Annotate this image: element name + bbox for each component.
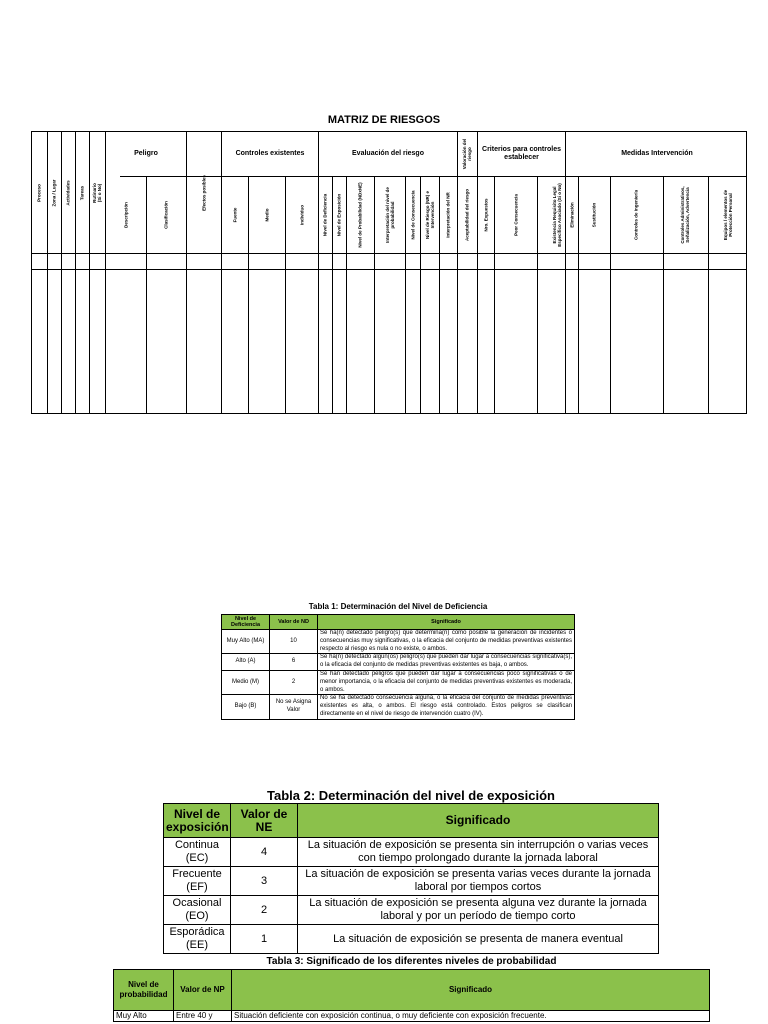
table2-value: 1 xyxy=(231,925,298,954)
col-tareas: Tareas xyxy=(79,185,85,201)
col-eliminacion: Eliminación xyxy=(569,202,575,228)
table2-level: Esporádica (EE) xyxy=(164,925,231,954)
table-row xyxy=(222,695,575,719)
col-nivel-riesgo: Nivel de Riesgo (NR) e Intervención xyxy=(425,191,435,240)
group-medidas: Medidas Intervención xyxy=(621,150,693,157)
table2-value: 3 xyxy=(231,867,298,896)
table1-meaning: No se ha detectado consecuencia alguna, o la eficacia del conjunto de medidas preventivas existentes es alta, o ambos. El riesgo está controlado. Estos peligros se clasifican directamente en el nivel de riesgo de intervención cuatro (IV). xyxy=(318,695,575,719)
col-efectos-posibles: Efectos posibles xyxy=(201,175,207,211)
table2-level: Ocasional (EO) xyxy=(164,896,231,925)
table2-header: Nivel de exposición xyxy=(164,804,231,838)
blank-row-line xyxy=(32,269,746,270)
table1-header: Nivel de Deficiencia xyxy=(222,615,270,630)
risk-matrix xyxy=(31,131,747,414)
table2-meaning: La situación de exposición se presenta sin interrupción o varias veces con tiempo prolongado durante la jornada laboral xyxy=(298,838,659,867)
table3-header: Nivel de probabilidad xyxy=(114,970,174,1011)
col-zona-lugar: Zona / Lugar xyxy=(51,179,57,207)
table-row xyxy=(222,630,575,654)
col-actividades: Actividades xyxy=(65,180,71,206)
col-nivel-exposicion: Nivel de Exposición xyxy=(336,193,342,237)
table-row xyxy=(164,838,659,867)
col-medio: Medio xyxy=(264,208,270,222)
table2-meaning: La situación de exposición se presenta varias veces durante la jornada laboral por tiempos cortos xyxy=(298,867,659,896)
table2-meaning: La situación de exposición se presenta de manera eventual xyxy=(298,925,659,954)
table3-caption: Tabla 3: Significado de los diferentes niveles de probabilidad xyxy=(266,956,557,967)
col-clasificacion: Clasificación xyxy=(163,201,169,229)
table1-meaning: Se ha(n) detectado peligro(s) que determina(n) como posible la generación de incidentes o consecuencias muy significativas, o la eficacia del conjunto de medidas preventivas existentes respecto al riesgo es nula o no existe, o ambos. xyxy=(318,630,575,654)
table3-meaning: Situación deficiente con exposición continua, o muy deficiente con exposición frecuente. xyxy=(232,1011,710,1022)
table3-level: Muy Alto xyxy=(114,1011,174,1022)
group-peligro: Peligro xyxy=(134,150,158,157)
table-row xyxy=(114,1011,710,1022)
table-row xyxy=(222,670,575,694)
col-proceso: Proceso xyxy=(36,184,42,202)
table-row xyxy=(222,654,575,671)
group-controles-existentes: Controles existentes xyxy=(235,150,305,157)
table2-value: 4 xyxy=(231,838,298,867)
col-nivel-probabilidad: Nivel de Probabilidad (NDxNE) xyxy=(357,182,363,248)
table1-value: 10 xyxy=(270,630,318,654)
table-row xyxy=(164,925,659,954)
header-bottom-line xyxy=(32,253,746,254)
table1-level: Muy Alto (MA) xyxy=(222,630,270,654)
col-aceptabilidad: Aceptabilidad del riesgo xyxy=(464,188,470,242)
table3-header: Valor de NP xyxy=(174,970,232,1011)
col-fuente: Fuente xyxy=(232,207,238,223)
table1-value: No se Asigna Valor xyxy=(270,695,318,719)
table3-header: Significado xyxy=(232,970,710,1011)
col-sustitucion: Sustitución xyxy=(591,202,597,228)
table1-value: 6 xyxy=(270,654,318,671)
header-row-divider xyxy=(120,176,746,177)
matrix-title: MATRIZ DE RIESGOS xyxy=(327,114,441,126)
group-evaluacion: Evaluación del riesgo xyxy=(352,150,424,157)
col-peor-consecuencia: Peor Consecuencia xyxy=(513,194,519,236)
table1-caption: Tabla 1: Determinación del Nivel de Deficiencia xyxy=(308,602,488,611)
group-valoracion: Valoración del riesgo xyxy=(462,138,472,170)
table1-meaning: Se han detectado peligros que pueden dar lugar a consecuencias poco significativas o de menor importancia, o la eficacia del conjunto de medidas preventivas existentes es moderada, o ambos. xyxy=(318,670,575,694)
table2-meaning: La situación de exposición se presenta alguna vez durante la jornada laboral y por un período de tiempo corto xyxy=(298,896,659,925)
group-criterios: Criterios para controles establecer xyxy=(482,146,561,161)
table1-level: Alto (A) xyxy=(222,654,270,671)
table-nivel-deficiencia xyxy=(221,614,575,720)
table1-level: Medio (M) xyxy=(222,670,270,694)
table2-header: Significado xyxy=(298,804,659,838)
col-epp: Equipos / elementos de Protección Personal xyxy=(723,189,733,241)
col-nro-expuestos: Nro. Expuestos xyxy=(483,198,489,232)
table2-level: Frecuente (EF) xyxy=(164,867,231,896)
col-controles-ingenieria: Controles de Ingeniería xyxy=(633,189,639,241)
col-requisito-legal: Existencia Requisito Legal Específico Asociado (Si o No) xyxy=(552,183,562,247)
table1-value: 2 xyxy=(270,670,318,694)
table-row xyxy=(164,896,659,925)
table1-level: Bajo (B) xyxy=(222,695,270,719)
col-nivel-consecuencia: Nivel de Consecuencia xyxy=(410,190,416,240)
col-descripcion: Descripción xyxy=(123,202,129,228)
table2-level: Continua (EC) xyxy=(164,838,231,867)
table2-header: Valor de NE xyxy=(231,804,298,838)
table-row xyxy=(164,867,659,896)
table1-header: Valor de ND xyxy=(270,615,318,630)
col-controles-administrativos: Controles Administrativos, Señalización, Advertencia xyxy=(680,186,690,244)
col-interpretacion-nr: Interpretación del NR xyxy=(445,192,451,238)
table-niveles-probabilidad xyxy=(113,969,710,1022)
col-interpretacion-np: Interpretación del nivel de probabilidad xyxy=(385,187,395,243)
col-individuo: Individuo xyxy=(299,205,305,225)
table2-caption: Tabla 2: Determinación del nivel de exposición xyxy=(266,788,555,803)
table3-value: Entre 40 y xyxy=(174,1011,232,1022)
table1-meaning: Se ha(n) detectado algún(os) peligro(s) que pueden dar lugar a consecuencias significativa(s), o la eficacia del conjunto de medidas preventivas existentes es baja, o ambos. xyxy=(318,654,575,671)
table2-value: 2 xyxy=(231,896,298,925)
col-nivel-deficiencia: Nivel de Deficiencia xyxy=(322,193,328,237)
table-nivel-exposicion xyxy=(163,803,659,954)
table1-header: Significado xyxy=(318,615,575,630)
col-rutinario: Rutinario (Si o No) xyxy=(92,183,102,203)
